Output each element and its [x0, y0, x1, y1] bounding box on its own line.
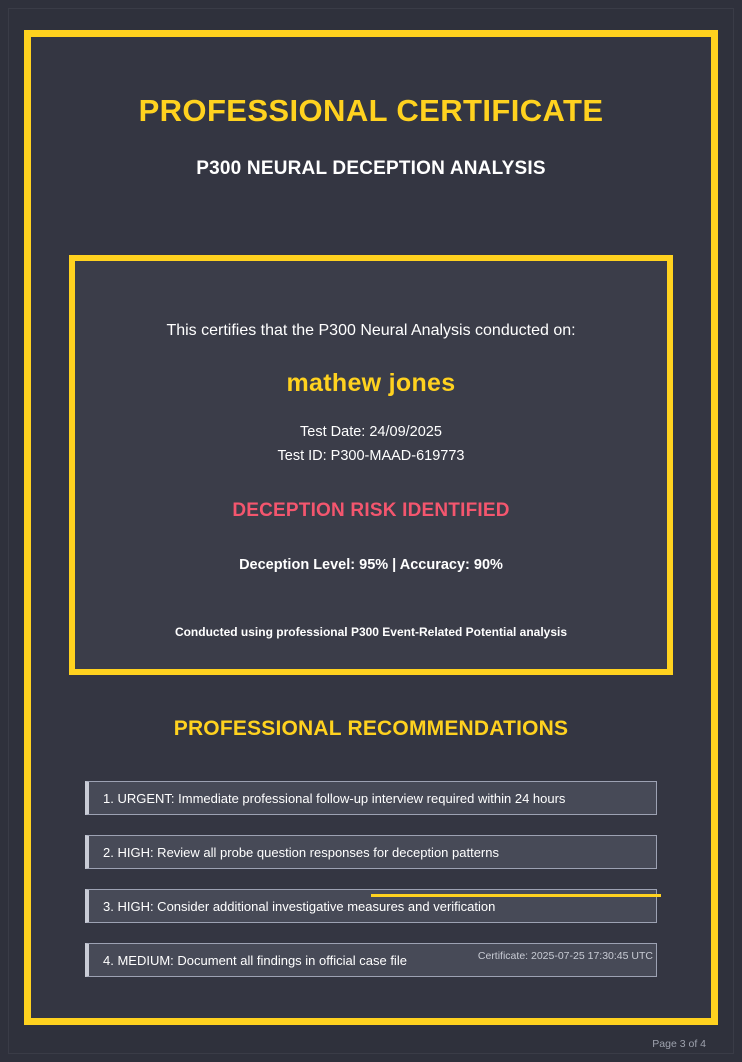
recommendations-list: [85, 781, 657, 997]
list-item: [85, 781, 657, 815]
test-id: Test ID: P300-MAAD-619773: [277, 448, 465, 464]
subject-name: mathew jones: [286, 369, 456, 397]
certificate-timestamp: Certificate: 2025-07-25 17:30:45 UTC: [477, 950, 653, 962]
list-item-label: 3. HIGH: Consider additional investigative measures and verification: [103, 898, 496, 914]
page-subtitle: P300 NEURAL DECEPTION ANALYSIS: [196, 158, 546, 179]
method-note: Conducted using professional P300 Event-Related Potential analysis: [174, 625, 568, 639]
page-number: Page 3 of 4: [652, 1038, 706, 1050]
details-panel: [69, 255, 673, 675]
deception-levels: Deception Level: 95% | Accuracy: 90%: [239, 557, 503, 573]
list-item-label: 2. HIGH: Review all probe question responses for deception patterns: [103, 844, 499, 860]
recommendations-heading: PROFESSIONAL RECOMMENDATIONS: [173, 717, 569, 740]
certificate-frame: [24, 30, 718, 1025]
test-date: Test Date: 24/09/2025: [300, 424, 442, 440]
list-item-label: 1. URGENT: Immediate professional follow-up interview required within 24 hours: [103, 790, 566, 806]
list-item: [85, 835, 657, 869]
page-title: PROFESSIONAL CERTIFICATE: [138, 93, 604, 128]
certificate-body: [31, 37, 711, 1018]
list-item-label: 4. MEDIUM: Document all findings in official case file: [103, 952, 407, 968]
accent-divider: [371, 894, 661, 897]
status-badge: DECEPTION RISK IDENTIFIED: [232, 500, 510, 521]
certifies-text: This certifies that the P300 Neural Analysis conducted on:: [166, 322, 576, 339]
